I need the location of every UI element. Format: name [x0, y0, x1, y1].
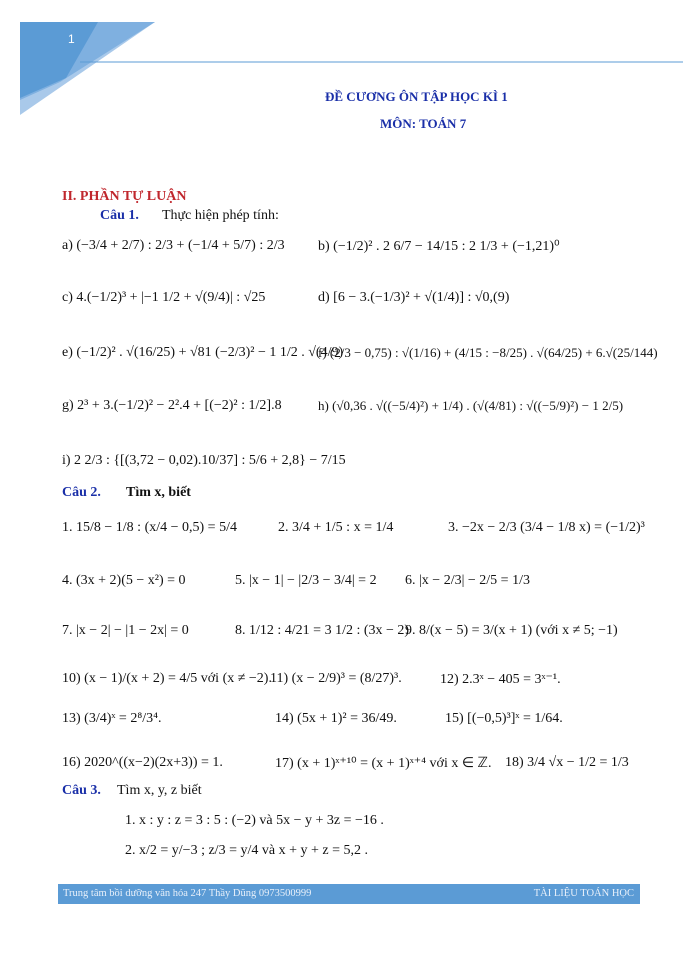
equation-9: 9. 8/(x − 5) = 3/(x + 1) (với x ≠ 5; −1): [405, 623, 618, 638]
footer-left-text: Trung tâm bồi dưỡng văn hóa 247 Thầy Dũng 0973500999: [63, 888, 312, 899]
problem-f: f) (2/3 − 0,75) : √(1/16) + (4/15 : −8/25) . √(64/25) + 6.√(25/144): [318, 345, 658, 360]
equation-13: 13) (3/4)ˣ = 2⁸/3⁴.: [62, 711, 162, 726]
section-heading: II. PHẦN TỰ LUẬN: [62, 189, 187, 204]
cau3-label: Câu 3.: [62, 783, 101, 798]
equation-2: 2. 3/4 + 1/5 : x = 1/4: [278, 520, 394, 535]
equation-8: 8. 1/12 : 4/21 = 3 1/2 : (3x − 2): [235, 623, 410, 638]
equation-11: 11) (x − 2/9)³ = (8/27)³.: [270, 671, 402, 686]
equation-3: 3. −2x − 2/3 (3/4 − 1/8 x) = (−1/2)³: [448, 520, 645, 535]
equation-12: 12) 2.3ˣ − 405 = 3ˣ⁻¹.: [440, 672, 561, 687]
footer-bar: [58, 884, 640, 904]
equation-7: 7. |x − 2| − |1 − 2x| = 0: [62, 623, 189, 638]
equation-14: 14) (5x + 1)² = 36/49.: [275, 711, 397, 726]
problem-a: a) (−3/4 + 2/7) : 2/3 + (−1/4 + 5/7) : 2/3: [62, 238, 285, 253]
footer-right-text: TÀI LIỆU TOÁN HỌC: [533, 888, 634, 899]
cau3-text: Tìm x, y, z biết: [117, 783, 202, 798]
equation-5: 5. |x − 1| − |2/3 − 3/4| = 2: [235, 573, 377, 588]
equation-10: 10) (x − 1)/(x + 2) = 4/5 với (x ≠ −2).: [62, 671, 272, 686]
equation-6: 6. |x − 2/3| − 2/5 = 1/3: [405, 573, 530, 588]
equation-17: 17) (x + 1)ˣ⁺¹⁰ = (x + 1)ˣ⁺⁴ với x ∈ ℤ.: [275, 756, 492, 771]
problem-i: i) 2 2/3 : {[(3,72 − 0,02).10/37] : 5/6 + 2,8} − 7/15: [62, 453, 346, 468]
cau3-problem-2: 2. x/2 = y/−3 ; z/3 = y/4 và x + y + z = 5,2 .: [125, 843, 368, 858]
equation-4: 4. (3x + 2)(5 − x²) = 0: [62, 573, 186, 588]
problem-c: c) 4.(−1/2)³ + |−1 1/2 + √(9/4)| : √25: [62, 290, 266, 305]
problem-b: b) (−1/2)² . 2 6/7 − 14/15 : 2 1/3 + (−1,21)⁰: [318, 239, 560, 254]
cau1-text: Thực hiện phép tính:: [162, 208, 279, 223]
problem-h: h) (√0,36 . √((−5/4)²) + 1/4) . (√(4/81) : √((−5/9)²) − 1 2/5): [318, 398, 624, 413]
equation-16: 16) 2020^((x−2)(2x+3)) = 1.: [62, 755, 223, 770]
equation-15: 15) [(−0,5)³]ˣ = 1/64.: [445, 711, 563, 726]
document-title: ĐỀ CƯƠNG ÔN TẬP HỌC KÌ 1: [325, 89, 508, 104]
cau3-problem-1: 1. x : y : z = 3 : 5 : (−2) và 5x − y + 3z = −16 .: [125, 813, 384, 828]
problem-d: d) [6 − 3.(−1/3)² + √(1/4)] : √0,(9): [318, 290, 510, 305]
cau1-label: Câu 1.: [100, 208, 139, 223]
equation-1: 1. 15/8 − 1/8 : (x/4 − 0,5) = 5/4: [62, 520, 237, 535]
problem-g: g) 2³ + 3.(−1/2)² − 2².4 + [(−2)² : 1/2].8: [62, 398, 282, 413]
page-number: 1: [68, 32, 75, 46]
document-subtitle: MÔN: TOÁN 7: [380, 116, 467, 131]
cau2-label: Câu 2.: [62, 485, 101, 500]
problem-e: e) (−1/2)² . √(16/25) + √81 (−2/3)² − 1 1/2 . √(4/9): [62, 345, 344, 360]
equation-18: 18) 3/4 √x − 1/2 = 1/3: [505, 755, 629, 770]
cau2-text: Tìm x, biết: [126, 485, 191, 500]
